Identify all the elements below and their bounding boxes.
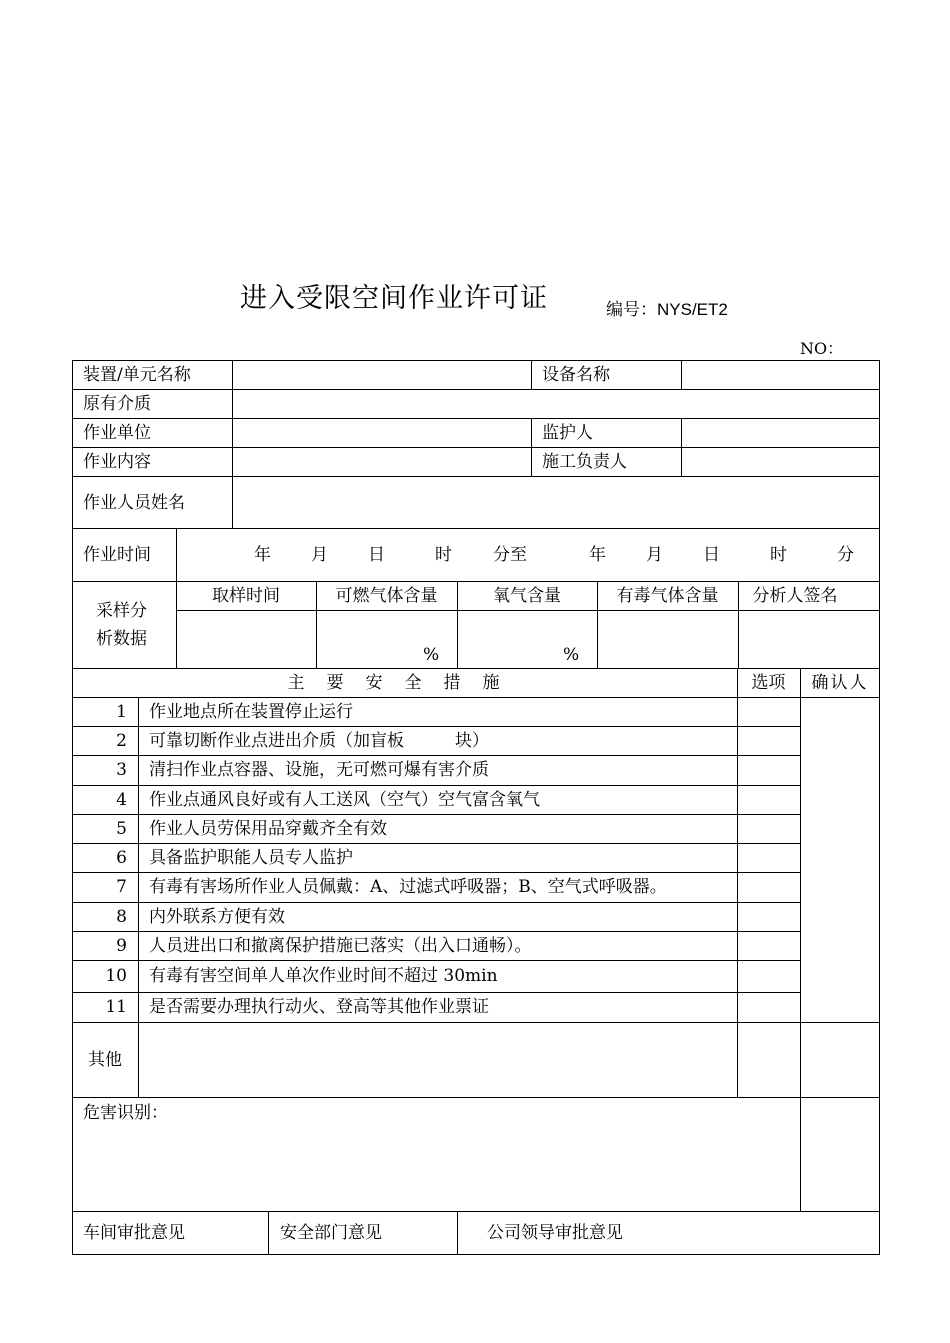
time-unit: 日 bbox=[368, 545, 385, 565]
measure-no: 9 bbox=[116, 936, 127, 956]
permit-code-label: 编号： bbox=[606, 300, 657, 320]
hazard-label: 危害识别： bbox=[83, 1103, 168, 1123]
measure-text: 是否需要办理执行动火、登高等其他作业票证 bbox=[149, 997, 489, 1017]
sampling-col-oxygen: 氧气含量 bbox=[493, 586, 561, 606]
measure-text: 作业人员劳保用品穿戴齐全有效 bbox=[149, 819, 387, 839]
measure-text: 作业点通风良好或有人工送风（空气）空气富含氧气 bbox=[149, 790, 540, 810]
construction-leader-label: 施工负责人 bbox=[542, 452, 627, 472]
measure-no: 11 bbox=[105, 997, 127, 1017]
time-unit: 年 bbox=[589, 545, 606, 565]
time-unit: 月 bbox=[646, 545, 663, 565]
sampling-label-line2: 析数据 bbox=[96, 629, 147, 649]
original-medium-label: 原有介质 bbox=[83, 394, 151, 414]
measure-text: 作业地点所在装置停止运行 bbox=[149, 702, 353, 722]
measure-text: 有毒有害空间单人单次作业时间不超过 30min bbox=[149, 966, 498, 986]
other-label: 其他 bbox=[88, 1050, 122, 1070]
equipment-name-label: 设备名称 bbox=[542, 365, 610, 385]
work-content-label: 作业内容 bbox=[83, 452, 151, 472]
time-unit: 年 bbox=[254, 545, 271, 565]
sampling-col-combustible: 可燃气体含量 bbox=[335, 586, 438, 606]
time-unit: 时 bbox=[770, 545, 787, 565]
time-unit: 日 bbox=[703, 545, 720, 565]
measure-text: 可靠切断作业点进出介质（加盲板 块） bbox=[149, 731, 489, 751]
time-unit: 时 bbox=[435, 545, 452, 565]
unit-name-label: 装置/单元名称 bbox=[83, 365, 191, 385]
measure-no: 3 bbox=[116, 760, 127, 780]
sampling-label-line1: 采样分 bbox=[96, 601, 147, 621]
measure-text: 有毒有害场所作业人员佩戴：A、过滤式呼吸器；B、空气式呼吸器。 bbox=[149, 877, 667, 897]
measure-no: 10 bbox=[105, 966, 127, 986]
permit-code-value: NYS/ET2 bbox=[657, 300, 728, 319]
sampling-col-toxic: 有毒气体含量 bbox=[616, 586, 719, 606]
measure-text: 具备监护职能人员专人监护 bbox=[149, 848, 353, 868]
permit-number-label: NO： bbox=[800, 339, 844, 358]
measure-no: 5 bbox=[116, 819, 127, 839]
page-title: 进入受限空间作业许可证 bbox=[240, 283, 548, 314]
time-unit: 分至 bbox=[493, 545, 527, 565]
work-time-label: 作业时间 bbox=[83, 545, 151, 565]
work-unit-label: 作业单位 bbox=[83, 423, 151, 443]
confirm-header: 确认人 bbox=[811, 673, 869, 693]
time-unit: 月 bbox=[311, 545, 328, 565]
measure-no: 4 bbox=[116, 790, 127, 810]
company-leader-label: 公司领导审批意见 bbox=[487, 1223, 623, 1243]
measure-text: 清扫作业点容器、设施，无可燃可爆有害介质 bbox=[149, 760, 489, 780]
measure-no: 2 bbox=[116, 731, 127, 751]
option-header: 选项 bbox=[751, 673, 786, 693]
workshop-approval-label: 车间审批意见 bbox=[83, 1223, 185, 1243]
safety-dept-label: 安全部门意见 bbox=[280, 1223, 382, 1243]
sampling-col-time: 取样时间 bbox=[212, 586, 280, 606]
sampling-col-signature: 分析人签名 bbox=[752, 586, 838, 606]
time-unit: 分 bbox=[837, 545, 854, 565]
supervisor-label: 监护人 bbox=[542, 423, 593, 443]
measures-header: 主要安全措施 bbox=[287, 673, 522, 693]
measure-text: 人员进出口和撤离保护措施已落实（出入口通畅）。 bbox=[149, 936, 532, 956]
measure-no: 6 bbox=[116, 848, 127, 868]
percent-sign: % bbox=[423, 645, 440, 665]
measure-no: 8 bbox=[116, 907, 127, 927]
workers-names-label: 作业人员姓名 bbox=[83, 493, 185, 513]
measure-text: 内外联系方便有效 bbox=[149, 907, 285, 927]
percent-sign: % bbox=[563, 645, 580, 665]
measure-no: 7 bbox=[116, 877, 127, 897]
measure-no: 1 bbox=[116, 702, 127, 722]
